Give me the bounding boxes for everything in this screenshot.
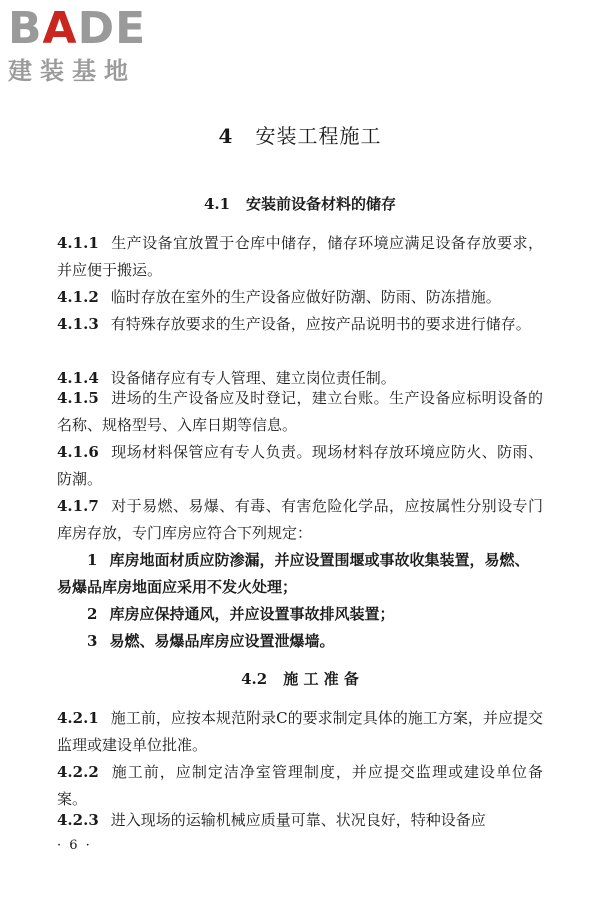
clause-paragraph <box>57 807 543 834</box>
clause-text: 进场的生产设备应及时登记，建立台账。生产设备应标明设备的名称、规格型号、入库日期等信息。 <box>57 389 543 434</box>
clause-paragraph <box>57 311 543 338</box>
page-number: · 6 · <box>57 838 92 853</box>
clause-text: 施工前，应按本规范附录C的要求制定具体的施工方案，并应提交监理或建设单位批准。 <box>57 709 543 754</box>
section-title: 安装前设备材料的储存 <box>246 195 397 213</box>
clause-number: 4.2.3 <box>57 811 99 829</box>
clause-text: 有特殊存放要求的生产设备，应按产品说明书的要求进行储存。 <box>110 315 531 333</box>
list-item-text: 库房地面材质应防渗漏，并应设置围堰或事故收集装置，易燃、易爆品库房地面应采用不发火处理； <box>57 551 530 596</box>
list-item-number: 3 <box>87 632 98 650</box>
clause-text: 临时存放在室外的生产设备应做好防潮、防雨、防冻措施。 <box>110 288 501 306</box>
clause-paragraph <box>57 439 543 493</box>
clause-text: 对于易燃、易爆、有毒、有害危险化学品，应按属性分别设专门库房存放，专门库房应符合下列规定： <box>57 497 543 542</box>
clause-number: 4.1.6 <box>57 443 99 461</box>
clause-number: 4.2.1 <box>57 709 99 727</box>
list-item <box>57 601 543 628</box>
clause-number: 4.2.2 <box>57 763 99 781</box>
section-title: 施 工 准 备 <box>283 670 359 688</box>
section-heading <box>0 193 600 214</box>
clause-number: 4.1.1 <box>57 234 99 252</box>
clause-number: 4.1.3 <box>57 315 99 333</box>
section-number: 4.1 <box>203 195 231 213</box>
logo-subtitle: 建装基地 <box>8 57 136 85</box>
clause-paragraph <box>57 759 543 813</box>
clause-paragraph <box>57 385 543 439</box>
clause-paragraph <box>57 230 543 284</box>
clause-number: 4.1.7 <box>57 497 99 515</box>
clause-number: 4.1.2 <box>57 288 99 306</box>
chapter-title: 安装工程施工 <box>255 124 382 148</box>
section-heading <box>0 668 600 689</box>
clause-text: 现场材料保管应有专人负责。现场材料存放环境应防火、防雨、防潮。 <box>57 443 543 488</box>
list-item-number: 1 <box>87 551 98 569</box>
clause-text: 进入现场的运输机械应质量可靠、状况良好，特种设备应 <box>110 811 486 829</box>
clause-text: 生产设备宜放置于仓库中储存，储存环境应满足设备存放要求，并应便于搬运。 <box>57 234 543 279</box>
clause-paragraph <box>57 705 543 759</box>
list-item <box>57 628 543 655</box>
clause-text: 施工前，应制定洁净室管理制度，并应提交监理或建设单位备案。 <box>57 763 543 808</box>
chapter-number: 4 <box>218 124 234 148</box>
section-number: 4.2 <box>241 670 268 688</box>
clause-number: 4.1.4 <box>57 369 99 387</box>
list-item-text: 库房应保持通风，并应设置事故排风装置； <box>109 605 395 623</box>
bade-logo <box>8 4 178 94</box>
clause-number: 4.1.5 <box>57 389 99 407</box>
logo-wordmark: BADE <box>8 3 147 54</box>
chapter-heading <box>0 120 600 149</box>
clause-paragraph <box>57 284 543 311</box>
clause-paragraph <box>57 493 543 547</box>
list-item <box>57 547 543 601</box>
list-item-number: 2 <box>87 605 98 623</box>
list-item-text: 易燃、易爆品库房应设置泄爆墙。 <box>109 632 335 650</box>
clause-text: 设备储存应有专人管理、建立岗位责任制。 <box>110 369 396 387</box>
